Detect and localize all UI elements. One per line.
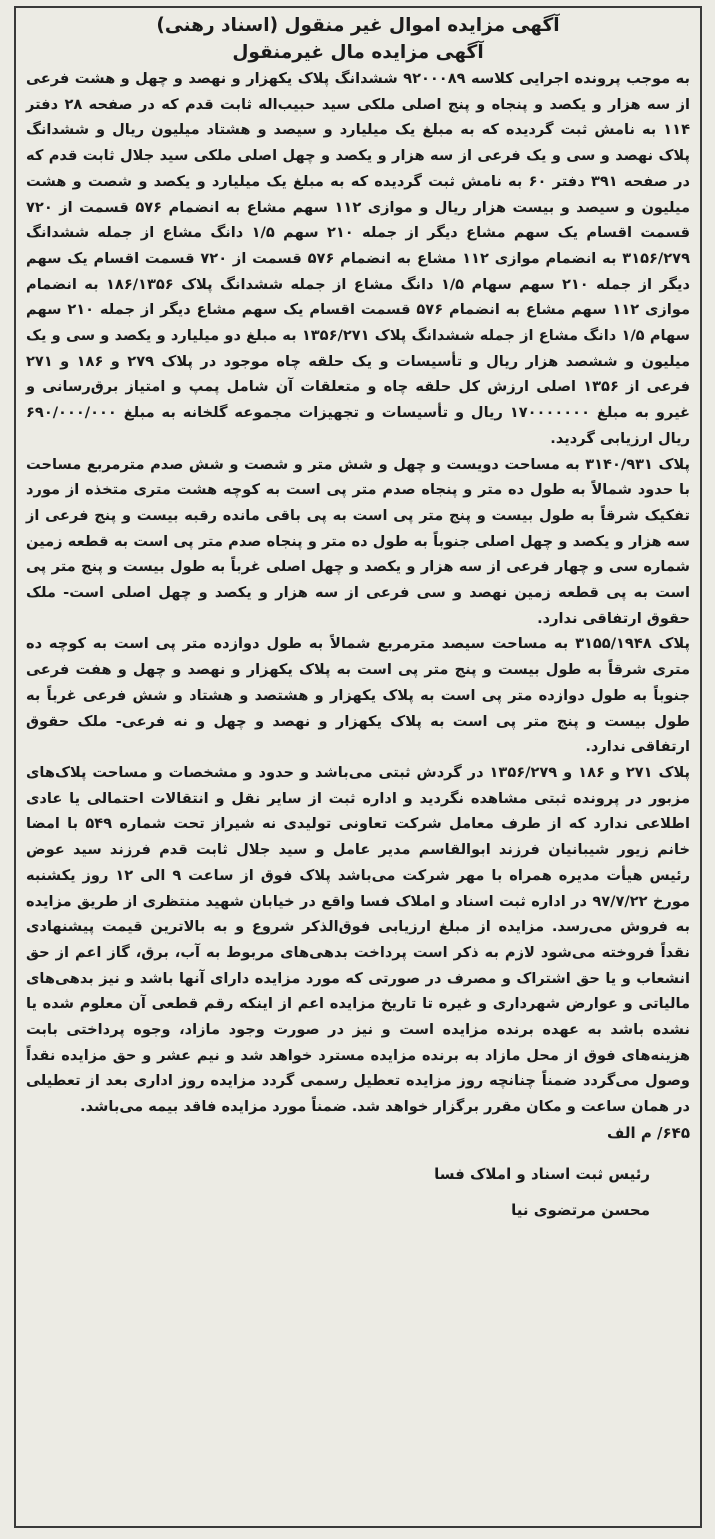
notice-body <box>26 66 690 1120</box>
paragraph-auction-terms: پلاک ۲۷۱ و ۱۸۶ و ۱۳۵۶/۲۷۹ در گردش ثبتی می‌باشد و حدود و مشخصات و مساحت پلاک‌های مزبور در پرونده ثبتی مشاهده نگردید و اداره ثبت از سایر نقل و انتقالات احتمالی یا عادی اطلاعی ندارد که از طرف معامل شرکت تعاونی تولیدی نه شیراز تحت شماره ۵۴۹ با امضا خانم زیور شیبانیان فرزند ابوالقاسم مدیر عامل و سید جلال ثابت قدم فرزند سید عوض رئیس هیأت مدیره همراه با مهر شرکت می‌باشد پلاک فوق از ساعت ۹ الی ۱۲ روز یکشنبه مورخ ۹۷/۷/۲۲ در اداره ثبت اسناد و املاک فسا واقع در خیابان شهید منتظری از طریق مزایده به فروش می‌رسد. مزایده از مبلغ ارزیابی فوق‌الذکر شروع و به بالاترین قیمت پیشنهادی نقداً فروخته می‌شود لازم به ذکر است پرداخت بدهی‌های مربوط به آب، برق، گاز اعم از حق انشعاب و یا حق اشتراک و مصرف در صورتی که مورد مزایده دارای آنها باشد و نیز بدهی‌های مالیاتی و عوارض شهرداری و غیره تا تاریخ مزایده اعم از اینکه رقم قطعی آن معلوم شده یا نشده باشد به عهده برنده مزایده است و نیز در صورت وجود مازاد، وجوه پرداختی بابت هزینه‌های فوق از محل مازاد به برنده مزایده مسترد خواهد شد و نیم عشر و حق مزایده نقداً وصول می‌گردد ضمناً چنانچه روز مزایده تعطیل رسمی گردد مزایده روز اداری بعد از تعطیلی در همان ساعت و مکان مقرر برگزار خواهد شد. ضمناً مورد مزایده فاقد بیمه می‌باشد. <box>26 763 691 1116</box>
reference-number: ۶۴۵/ م الف <box>606 1123 690 1142</box>
paragraph-plot-3140-931: پلاک ۳۱۴۰/۹۳۱ به مساحت دویست و چهل و شش متر و شصت و شش صدم مترمربع مساحت با حدود شمالاً به طول ده متر و پنجاه صدم متر پی است به کوچه هشت متری متخذه از مورد تفکیک شرقاً به طول بیست و پنج متر پی است به پی باقی مانده رقبه بیست و پنج فرعی از سه هزار و یکصد و چهل اصلی جنوباً به طول ده متر و پنجاه صدم متر پی است به قطعه زمین شماره سی و چهار فرعی از سه هزار و یکصد و چهل اصلی غرباً به طول بیست و پنج متر پی است به پی قطعه زمین نهصد و سی فرعی از سه هزار و یکصد و چهل اصلی است- ملک حقوق ارتفاقی ندارد. <box>26 455 690 627</box>
signer-name: محسن مرتضوی نیا <box>511 1200 650 1219</box>
paragraph-plot-3155-1948: پلاک ۳۱۵۵/۱۹۴۸ به مساحت سیصد مترمربع شمالاً به طول دوازده متر پی است به کوچه ده متری شرقاً به طول بیست و پنج متر پی است به پلاک یکهزار و نهصد و چهل و هفت فرعی جنوباً به طول دوازده متر پی است به پلاک یکهزار و هشتصد و هشتاد و شش فرعی غرباً به طول بیست و پنج متر پی است به پلاک یکهزار و نهصد و چهل و نه فرعی- ملک حقوق ارتفاقی ندارد. <box>26 635 690 756</box>
signer-title: رئیس ثبت اسناد و املاک فسا <box>434 1164 650 1183</box>
auction-notice <box>14 6 702 1528</box>
notice-title: آگهی مزایده اموال غیر منقول (اسناد رهنی) <box>156 15 560 36</box>
notice-subtitle: آگهی مزایده مال غیرمنقول <box>232 42 484 63</box>
paragraph-auction-details: به موجب پرونده اجرایی کلاسه ۹۲۰۰۰۸۹ ششدانگ پلاک یکهزار و نهصد و چهل و هشت فرعی از سه هزار و یکصد و پنجاه و پنج اصلی ملکی سید حبیب‌اله ثابت قدم که در صفحه ۲۸ دفتر ۱۱۴ به نامش ثبت گردیده که به مبلغ یک میلیارد و سیصد و هشتاد میلیون ریال و ششدانگ پلاک نهصد و سی و یک فرعی از سه هزار و یکصد و چهل اصلی ملکی سید جلال ثابت قدم که در صفحه ۳۹۱ دفتر ۶۰ به نامش ثبت گردیده که به مبلغ یک میلیارد و یکصد و شصت و هشت میلیون و سیصد و بیست هزار ریال و موازی ۱۱۲ سهم مشاع به انضمام ۵۷۶ قسمت از ۷۲۰ قسمت اقسام یک سهم مشاع دیگر از جمله ۲۱۰ سهم ۱/۵ دانگ مشاع از جمله ششدانگ ۳۱۵۶/۲۷۹ به انضمام موازی ۱۱۲ مشاع به انضمام ۵۷۶ قسمت از ۷۲۰ قسمت اقسام یک سهم دیگر از جمله ۲۱۰ سهم سهام ۱/۵ دانگ مشاع از جمله ششدانگ پلاک ۱۸۶/۱۳۵۶ به انضمام موازی ۱۱۲ سهم مشاع به انضمام ۵۷۶ قسمت اقسام یک سهم مشاع دیگر از جمله ۲۱۰ سهم سهام ۱/۵ دانگ مشاع از جمله ششدانگ پلاک ۱۳۵۶/۲۷۱ به مبلغ دو میلیارد و یکصد و سی و یک میلیون و ششصد هزار ریال و تأسیسات و یک حلقه چاه موجود در پلاک ۲۷۹ و ۱۸۶ و ۲۷۱ فرعی از ۱۳۵۶ اصلی ارزش کل حلقه چاه و متعلقات آن شامل پمپ و امتیاز برق‌رسانی و غیرو به مبلغ ۱۷۰۰۰۰۰۰۰ ریال و تأسیسات و تجهیزات مجموعه گلخانه به مبلغ ۶۹۰/۰۰۰/۰۰۰ ریال ارزیابی گردید. <box>26 70 691 447</box>
